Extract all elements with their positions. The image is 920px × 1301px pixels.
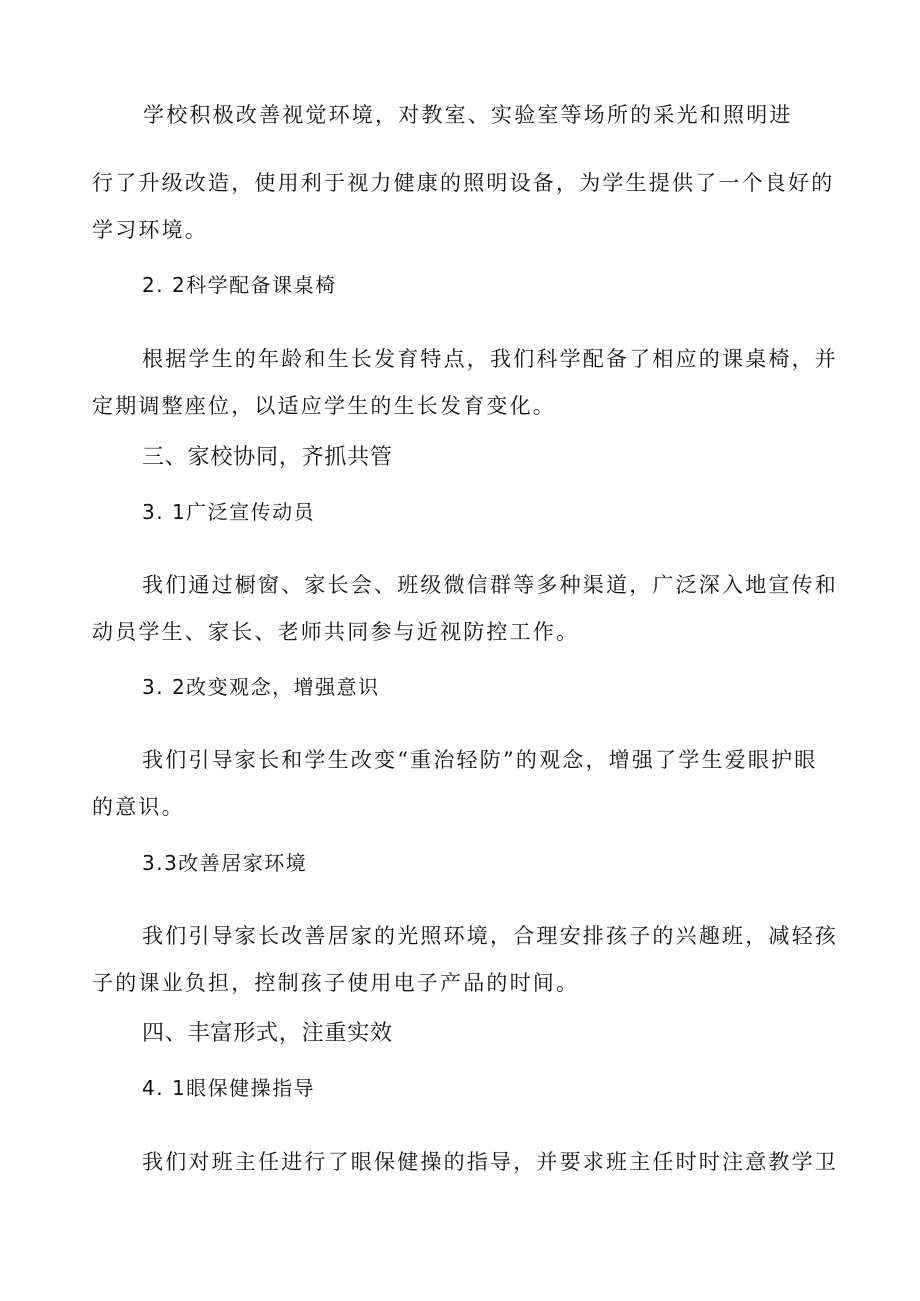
section-heading: 四、丰富形式，注重实效 xyxy=(142,1021,393,1046)
paragraph-line: 学习环境。 xyxy=(92,218,208,242)
paragraph-line: 我们通过橱窗、家长会、班级微信群等多种渠道，广泛深入地宣传和 xyxy=(142,573,838,597)
section-heading: 三、家校协同，齐抓共管 xyxy=(142,445,393,470)
subsection-heading: 2. 2科学配备课桌椅 xyxy=(142,273,337,297)
paragraph-line: 我们对班主任进行了眼保健操的指导，并要求班主任时时注意教学卫 xyxy=(142,1150,838,1174)
paragraph-line: 子的课业负担，控制孩子使用电子产品的时间。 xyxy=(92,971,580,995)
subsection-heading: 3.3改善居家环境 xyxy=(142,851,308,875)
paragraph-line: 定期调整座位，以适应学生的生长发育变化。 xyxy=(92,394,556,418)
paragraph-line: 的意识。 xyxy=(92,795,185,819)
paragraph-line: 我们引导家长改善居家的光照环境，合理安排孩子的兴趣班，减轻孩 xyxy=(142,924,838,948)
paragraph-line: 行了升级改造，使用利于视力健康的照明设备，为学生提供了一个良好的 xyxy=(92,171,835,195)
paragraph-line: 我们引导家长和学生改变“重治轻防”的观念，增强了学生爱眼护眼 xyxy=(142,748,818,772)
paragraph-line: 学校积极改善视觉环境，对教室、实验室等场所的采光和照明进 xyxy=(143,103,793,127)
subsection-heading: 3. 1广泛宣传动员 xyxy=(142,500,316,524)
paragraph-line: 根据学生的年龄和生长发育特点，我们科学配备了相应的课桌椅，并 xyxy=(142,347,838,371)
paragraph-line: 动员学生、家长、老师共同参与近视防控工作。 xyxy=(92,620,580,644)
subsection-heading: 3. 2改变观念，增强意识 xyxy=(142,675,380,699)
subsection-heading: 4. 1眼保健操指导 xyxy=(142,1076,316,1100)
